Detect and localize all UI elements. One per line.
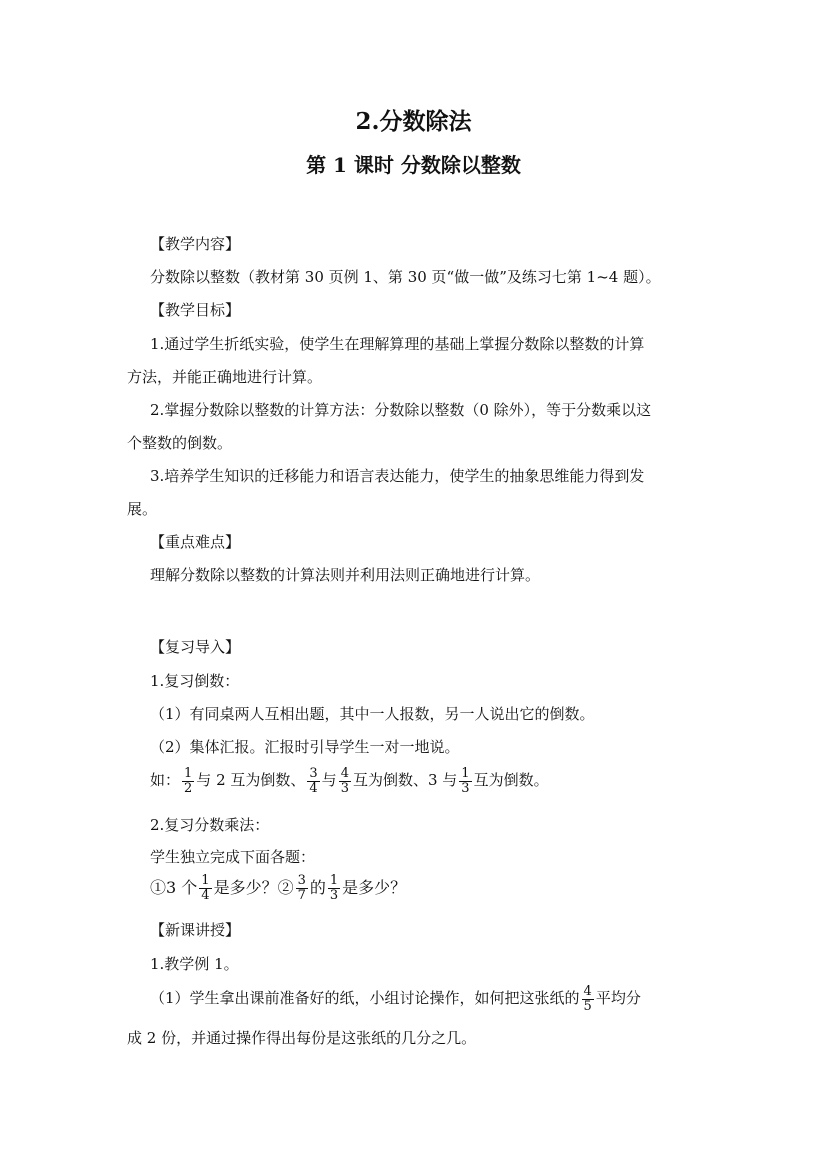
review-item-1: 1.复习倒数：: [150, 672, 240, 690]
lesson-subtitle: 第 1 课时 分数除以整数: [306, 153, 521, 177]
goal-1-line-1: 1.通过学生折纸实验，使学生在理解算理的基础上掌握分数除以整数的计算: [150, 335, 645, 353]
key-points-text: 理解分数除以整数的计算法则并利用法则正确地进行计算。: [150, 566, 541, 584]
example-prefix: 如：: [150, 771, 181, 789]
new-step-1-line-2: 成 2 份，并通过操作得出每份是这张纸的几分之几。: [127, 1029, 477, 1047]
goal-3-line-1: 3.培养学生知识的迁移能力和语言表达能力，使学生的抽象思维能力得到发: [150, 467, 645, 485]
heading-content: 【教学内容】: [150, 235, 241, 253]
fraction: $\frac{1}{4}$: [201, 873, 210, 903]
fraction: $\frac{1}{3}$: [329, 873, 339, 903]
review-step-2: （2）集体汇报。汇报时引导学生一对一地说。: [150, 738, 460, 756]
goal-1-line-2: 方法，并能正确地进行计算。: [127, 368, 323, 386]
fraction: $\frac{3}{7}$: [297, 873, 306, 903]
heading-key-points: 【重点难点】: [150, 533, 241, 551]
heading-review: 【复习导入】: [150, 638, 241, 656]
goal-3-line-2: 展。: [127, 500, 158, 518]
fraction: $\frac{4}{3}$: [340, 765, 349, 796]
page-title: 2.分数除法: [355, 108, 472, 135]
new-step-1-line-1: （1）学生拿出课前准备好的纸，小组讨论操作，如何把这张纸的 $\frac{4}{5}$ 平均分: [150, 983, 641, 1014]
review-task: 学生独立完成下面各题：: [150, 848, 316, 866]
review-item-2: 2.复习分数乘法：: [150, 816, 270, 834]
goal-2-line-2: 个整数的倒数。: [127, 434, 233, 452]
review-questions: ①3 个 $\frac{1}{4}$ 是多少？② $\frac{3}{7}$ 的 $\frac{1}{3}$ 是多少？: [150, 873, 407, 903]
reciprocal-example: 如： $\frac{1}{2}$ 与 2 互为倒数、 $\frac{3}{4}$ 与 $\frac{4}{3}$ 互为倒数、3 与 $\frac{1}{3}$ 互为倒数。: [150, 765, 549, 796]
fraction: $\frac{4}{5}$: [583, 983, 592, 1014]
content-text: 分数除以整数（教材第 30 页例 1、第 30 页“做一做”及练习七第 1~4 题）。: [150, 268, 661, 286]
fraction: $\frac{3}{4}$: [309, 765, 318, 796]
new-item-1: 1.教学例 1。: [150, 955, 239, 973]
review-step-1: （1）有同桌两人互相出题，其中一人报数，另一人说出它的倒数。: [150, 705, 595, 723]
fraction: $\frac{1}{2}$: [184, 765, 193, 796]
heading-goals: 【教学目标】: [150, 301, 241, 319]
fraction: $\frac{1}{3}$: [461, 765, 470, 796]
heading-new-lesson: 【新课讲授】: [150, 921, 241, 939]
goal-2-line-1: 2.掌握分数除以整数的计算方法：分数除以整数（0 除外），等于分数乘以这: [150, 401, 652, 419]
